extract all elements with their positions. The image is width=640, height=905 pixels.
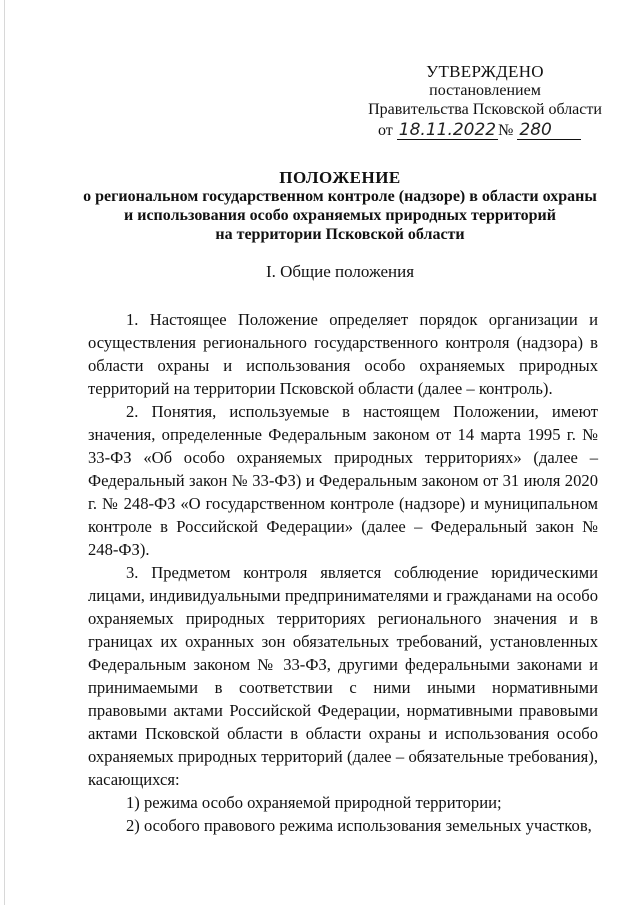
heading-line-2: и использования особо охраняемых природных территорий <box>124 207 556 224</box>
from-label: от <box>378 122 393 139</box>
list-item-2: 2) особого правового режима использования земельных участков, <box>126 816 592 835</box>
number-label: № <box>498 122 514 139</box>
government-label: Правительства Псковской области <box>368 101 602 118</box>
section-title: I. Общие положения <box>265 262 415 281</box>
paragraph-3: 3. Предметом контроля является соблюдение юридическими лицами, индивидуальными предпринимателями и гражданами на особо охраняемых природных территориях регионального значения и в границах их охранных зон обязательных требований, установленных Федеральным законом № 33-ФЗ, другими федеральными законами и принимаемыми в соответствии с ними иными нормативными правовыми актами Российской Федерации, нормативными правовыми актами Псковской области в области охраны и использования особо охраняемых природных территорий (далее – обязательные требования), касающихся: <box>88 563 598 789</box>
paragraph-2: 2. Понятия, используемые в настоящем Положении, имеют значения, определенные Федеральным законом от 14 марта 1995 г. № 33-ФЗ «Об особо охраняемых природных территориях» (далее – Федеральный закон № 33-ФЗ) и Федеральным законом от 31 июля 2020 г. № 248-ФЗ «О государственном контроле (надзоре) и муниципальном контроле в Российской Федерации» (далее – Федеральный закон № 248-ФЗ). <box>88 402 598 559</box>
approved-label: УТВЕРЖДЕНО <box>426 62 544 81</box>
handwritten-number: 280 <box>517 121 581 140</box>
approval-stamp-block <box>360 62 610 140</box>
paragraph-1: 1. Настоящее Положение определяет порядок организации и осуществления регионального государственного контроля (надзора) в области охраны и использования особо охраняемых природных территорий на территории Псковской области (далее – контроль). <box>88 310 598 398</box>
list-item-1: 1) режима особо охраняемой природной территории; <box>126 793 502 812</box>
document-body <box>88 308 598 837</box>
date-number-line <box>360 121 610 140</box>
document-heading <box>80 168 600 244</box>
heading-line-3: на территории Псковской области <box>215 226 465 243</box>
resolution-label: постановлением <box>429 82 541 99</box>
heading-line-1: о региональном государственном контроле (надзоре) в области охраны <box>83 188 597 205</box>
document-title: ПОЛОЖЕНИЕ <box>279 168 401 187</box>
scan-edge-line <box>4 0 5 905</box>
handwritten-date: 18.11.2022 <box>398 120 497 140</box>
